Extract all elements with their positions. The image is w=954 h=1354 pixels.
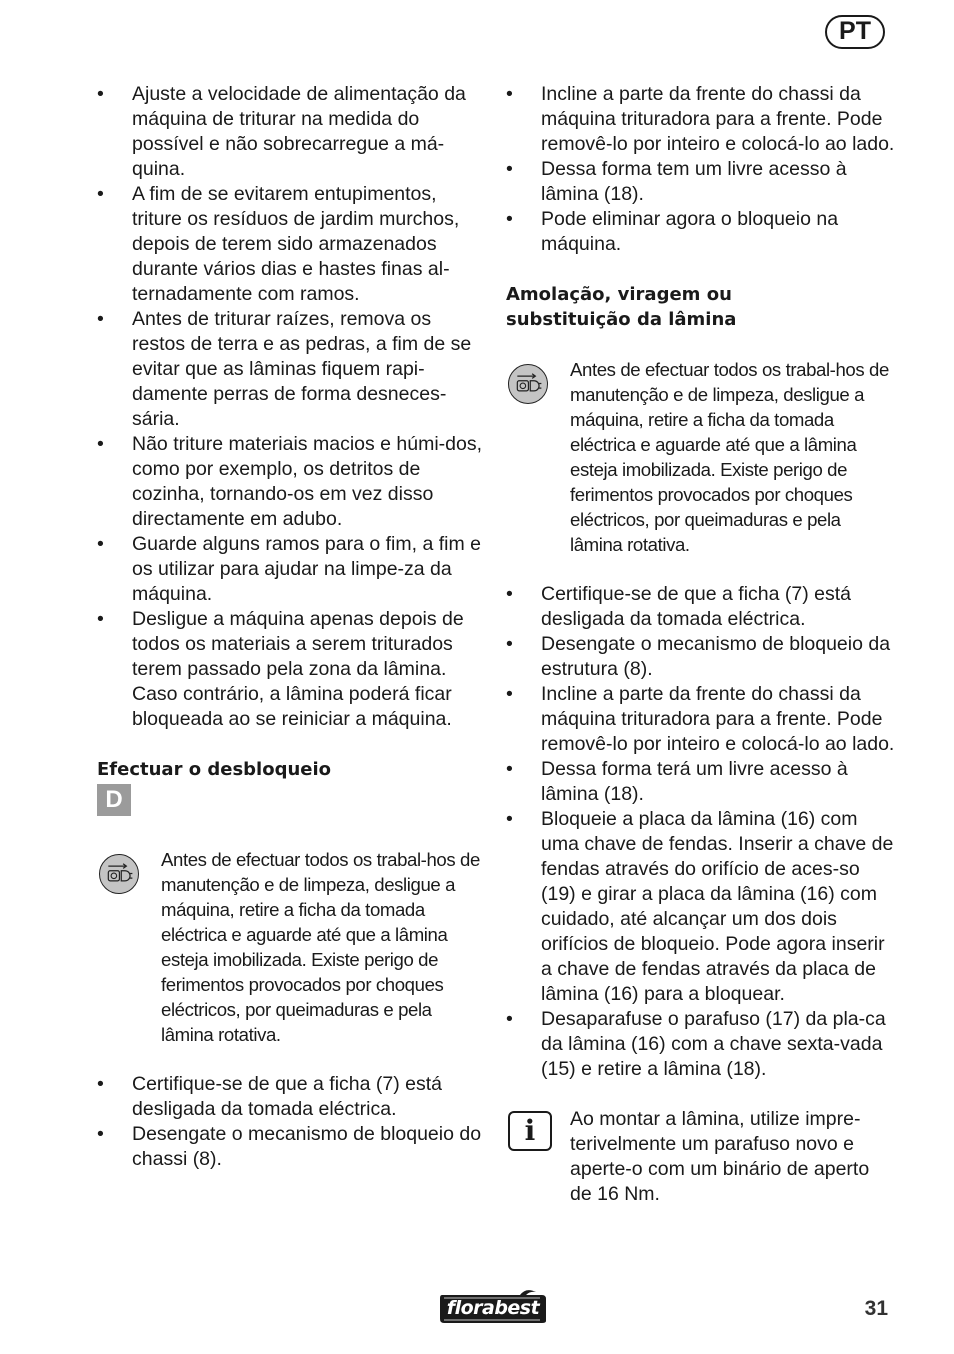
left-bullet-list-1 [97,82,487,732]
list-item: • Antes de triturar raízes, remova os restos de terra e as pedras, a fim de se evitar que as lâminas fiquem rapi-damente perras de forma desneces-sária. [97,307,487,432]
warning-text: Antes de efectuar todos os trabal-hos de manutenção e de limpeza, desligue a máquina, retire a ficha da tomada eléctrica e aguarde até que a lâmina esteja imobilizada. Existe perigo de ferimentos provocados por choques eléctricos, por queimaduras e pela lâmina rotativa. [570,359,889,555]
info-text: Ao montar a lâmina, utilize impre-terivelmente um parafuso novo e aperte-o com um binário de aperto de 16 Nm. [570,1108,870,1205]
list-item: • Pode eliminar agora o bloqueio na máquina. [506,207,896,257]
brand-name: florabest [446,1297,540,1319]
page-number: 31 [864,1297,888,1320]
warning-text: Antes de efectuar todos os trabal-hos de manutenção e de limpeza, desligue a máquina, retire a ficha da tomada eléctrica e aguarde até que a lâmina esteja imobilizada. Existe perigo de ferimentos provocados por choques eléctricos, por queimaduras e pela lâmina rotativa. [161,849,480,1045]
language-badge: PT [825,15,885,49]
list-item: • Incline a parte da frente do chassi da máquina trituradora para a frente. Pode removê-lo por inteiro e colocá-lo ao lado. [506,82,896,157]
info-icon: i [508,1111,552,1151]
list-item: • Dessa forma terá um livre acesso à lâmina (18). [506,757,896,807]
section-heading-blade [506,282,896,332]
right-bullet-list-1 [506,82,896,257]
list-item: • Desengate o mecanismo de bloqueio do chassi (8). [97,1122,487,1172]
list-item: • Guarde alguns ramos para o fim, a fim e os utilizar para ajudar na limpe-za da máquina. [97,532,487,607]
section-heading-unblock: Efectuar o desbloqueio [97,759,332,780]
list-item: • Certifique-se de que a ficha (7) está desligada da tomada eléctrica. [97,1072,487,1122]
info-note [506,1107,896,1207]
list-item: • Bloqueie a placa da lâmina (16) com uma chave de fendas. Inserir a chave de fendas através do orifício de aces-so (19) e girar a placa da lâmina (16) com cuidado, até alcançar um dos dois orifícios de bloqueio. Pode agora inserir a chave de fendas através da placa de lâmina (16) para a bloquear. [506,807,896,1007]
list-item: • Desligue a máquina apenas depois de todos os materiais a serem triturados terem passado pela zona da lâmina. Caso contrário, a lâmina poderá ficar bloqueada ao se reiniciar a máquina. [97,607,487,732]
warning-note [97,847,487,1047]
unplug-icon [99,854,139,894]
list-item: • Desaparafuse o parafuso (17) da pla-ca da lâmina (16) com a chave sexta-vada (15) e retire a lâmina (18). [506,1007,896,1082]
right-bullet-list-2 [506,582,896,1082]
warning-note [506,357,896,557]
left-bullet-list-2 [97,1072,487,1172]
heading-line: substituição da lâmina [506,309,737,330]
list-item: • Certifique-se de que a ficha (7) está desligada da tomada eléctrica. [506,582,896,632]
right-column [506,82,896,1207]
left-column [97,82,487,1172]
heading-line: Amolação, viragem ou [506,284,732,305]
list-item: • Não triture materiais macios e húmi-dos, como por exemplo, os detritos de cozinha, tornando-os em vez disso directamente em adubo. [97,432,487,532]
figure-label-d: D [97,784,131,816]
list-item: • Ajuste a velocidade de alimentação da máquina de triturar na medida do possível e não sobrecarregue a má-quina. [97,82,487,182]
list-item: • Desengate o mecanismo de bloqueio da estrutura (8). [506,632,896,682]
list-item: • Incline a parte da frente do chassi da máquina trituradora para a frente. Pode removê-lo por inteiro e colocá-lo ao lado. [506,682,896,757]
list-item: • A fim de se evitarem entupimentos, triture os resíduos de jardim murchos, depois de terem sido armazenados durante vários dias e hastes finas al-ternadamente com ramos. [97,182,487,307]
unplug-icon [508,364,548,404]
brand-logo [438,1290,548,1326]
list-item: • Dessa forma tem um livre acesso à lâmina (18). [506,157,896,207]
